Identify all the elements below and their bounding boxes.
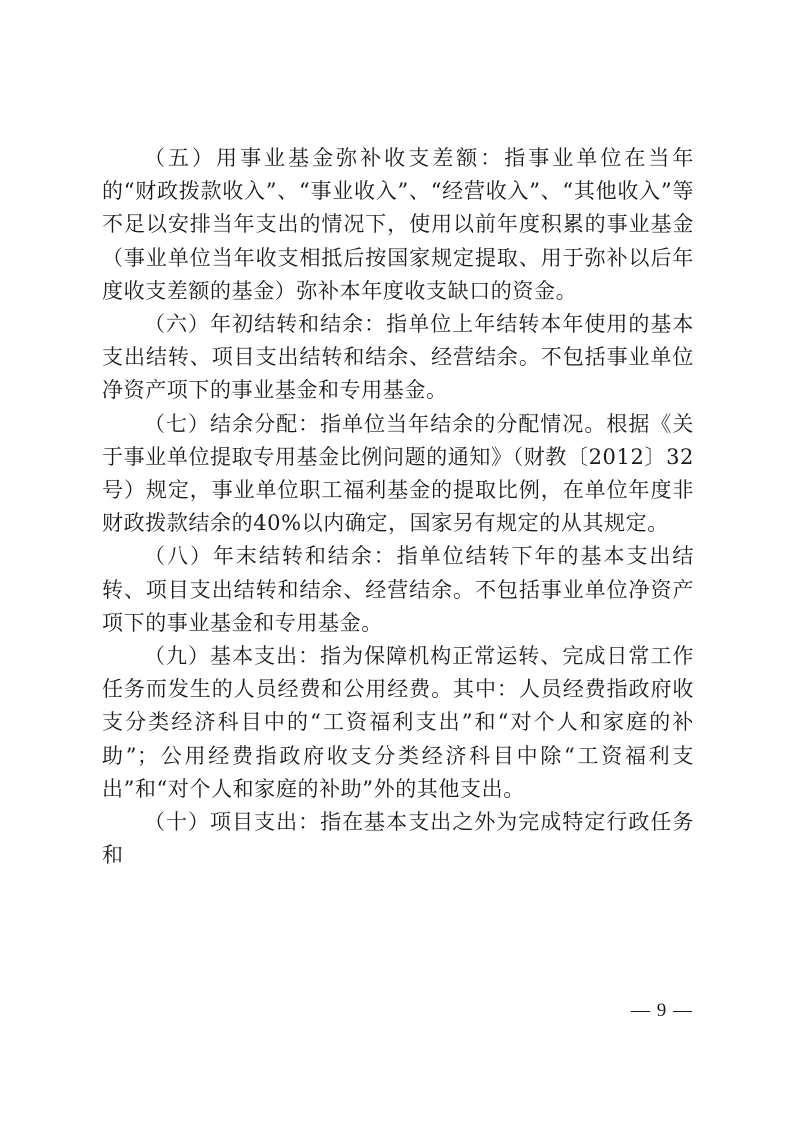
paragraph-6-opening-balance: （六）年初结转和结余：指单位上年结转本年使用的基本支出结转、项目支出结转和结余、经营结余。不包括事业单位净资产项下的事业基金和专用基金。 — [102, 312, 694, 403]
paragraph-5-fund-subsidy: （五）用事业基金弥补收支差额：指事业单位在当年的“财政拨款收入”、“事业收入”、“经营收入”、“其他收入”等不足以安排当年支出的情况下，使用以前年度积累的事业基金（事业单位当年收支相抵后按国家规定提取、用于弥补以后年度收支差额的基金）弥补本年度收支缺口的资金。 — [102, 146, 694, 303]
paragraph-9-basic-expenditure: （九）基本支出：指为保障机构正常运转、完成日常工作任务而发生的人员经费和公用经费。其中：人员经费指政府收支分类经济科目中的“工资福利支出”和“对个人和家庭的补助”；公用经费指政府收支分类经济科目中除“工资福利支出”和“对个人和家庭的补助”外的其他支出。 — [102, 644, 694, 801]
page-number: — 9 — — [631, 1000, 693, 1021]
body-text — [102, 142, 694, 872]
paragraph-10-project-expenditure: （十）项目支出：指在基本支出之外为完成特定行政任务和 — [102, 810, 694, 868]
paragraph-7-surplus-distribution: （七）结余分配：指单位当年结余的分配情况。根据《关于事业单位提取专用基金比例问题的通知》（财教〔2012〕32号）规定，事业单位职工福利基金的提取比例，在单位年度非财政拨款结余的40%以内确定，国家另有规定的从其规定。 — [102, 411, 694, 536]
paragraph-8-closing-balance: （八）年末结转和结余：指单位结转下年的基本支出结转、项目支出结转和结余、经营结余。不包括事业单位净资产项下的事业基金和专用基金。 — [102, 544, 694, 635]
